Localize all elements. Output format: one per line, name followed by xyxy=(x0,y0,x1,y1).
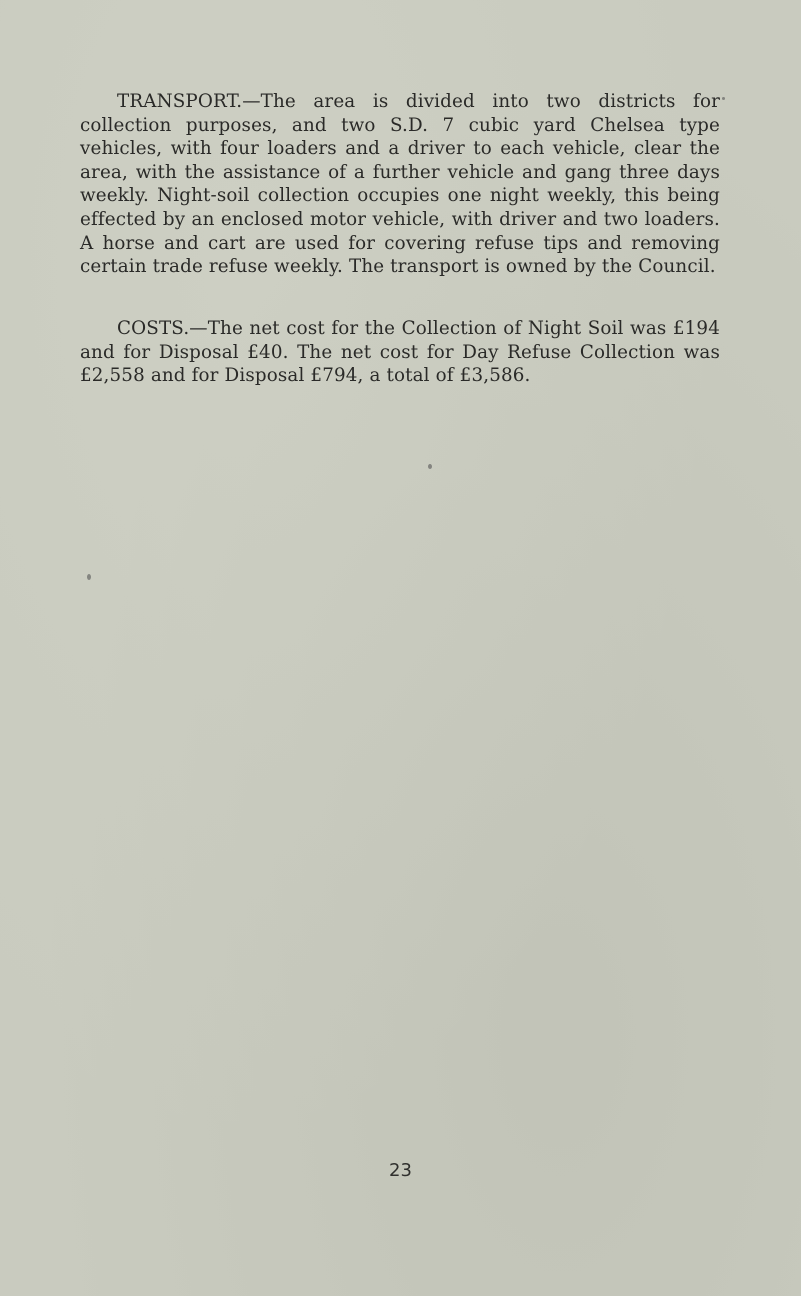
print-speck xyxy=(428,464,432,469)
page-number: 23 xyxy=(389,1160,412,1181)
print-speck xyxy=(722,97,725,100)
transport-paragraph: TRANSPORT.—The area is divided into two districts for collection purposes, and two S.D. 7 cubic yard Chelsea type vehicles, with four loaders and a driver to each vehicle, clear the area, with the assistance of a further vehicle and gang three days weekly. Night-soil collection occupies one night weekly, this being effected by an enclosed motor vehicle, with driver and two loaders. A horse and cart are used for covering refuse tips and removing certain trade refuse weekly. The transport is owned by the Council. xyxy=(80,91,720,278)
print-speck xyxy=(87,574,91,580)
costs-paragraph: COSTS.—The net cost for the Collection of Night Soil was £194 and for Disposal £40. The net cost for Day Refuse Collection was £2,558 and for Disposal £794, a total of £3,586. xyxy=(80,318,720,387)
